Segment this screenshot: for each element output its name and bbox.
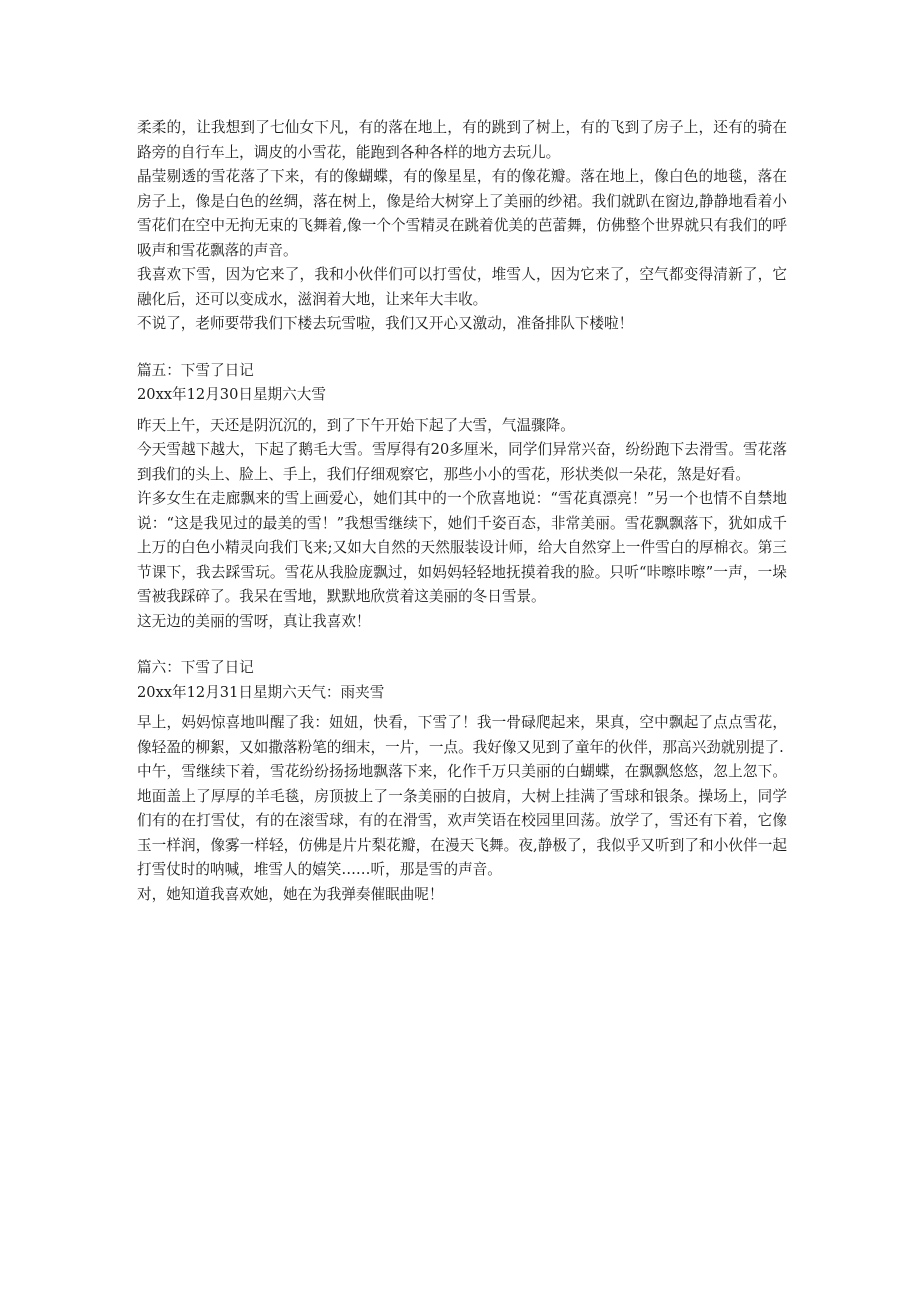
section-6 (137, 656, 787, 907)
section-spacer (137, 634, 787, 656)
section-6-paragraph-3: 对，她知道我喜欢她，她在为我弹奏催眠曲呢！ (137, 885, 444, 903)
section-6-heading: 篇六：下雪了日记 (137, 659, 254, 676)
intro-paragraph-2: 晶莹剔透的雪花落了下来，有的像蝴蝶，有的像星星，有的像花瓣。落在地上，像白色的地毯，落在房子上，像是白色的丝绸，落在树上，像是给大树穿上了美丽的纱裙。我们就趴在窗边,静静地看着小雪花们在空中无拘无束的飞舞着,像一个个雪精灵在跳着优美的芭蕾舞，仿佛整个世界就只有我们的呼吸声和雪花飘落的声音。 (137, 168, 787, 259)
section-5-paragraph-2: 今天雪越下越大，下起了鹅毛大雪。雪厚得有20多厘米，同学们异常兴奋，纷纷跑下去滑雪。雪花落到我们的头上、脸上、手上，我们仔细观察它，那些小小的雪花，形状类似一朵花，煞是好看。 (137, 441, 787, 483)
document-page (137, 116, 787, 907)
section-6-paragraph-1: 早上，妈妈惊喜地叫醒了我：妞妞，快看，下雪了！我一骨碌爬起来，果真，空中飘起了点点雪花，像轻盈的柳絮，又如撒落粉笔的细末，一片，一点。我好像又见到了童年的伙伴，那高兴劲就别提了. (137, 714, 787, 756)
section-5-date: 20xx年12月30日星期六大雪 (137, 386, 326, 403)
section-spacer (137, 337, 787, 359)
section-6-date: 20xx年12月31日星期六天气：雨夹雪 (137, 683, 385, 701)
section-5-heading: 篇五：下雪了日记 (137, 361, 254, 379)
section-5-paragraph-3: 许多女生在走廊飘来的雪上画爱心，她们其中的一个欣喜地说：“雪花真漂亮！”另一个也情不自禁地说：“这是我见过的最美的雪！”我想雪继续下，她们千姿百态，非常美丽。雪花飘飘落下，犹如成千上万的白色小精灵向我们飞来;又如大自然的天然服装设计师，给大自然穿上一件雪白的厚棉衣。第三节课下，我去踩雪玩。雪花从我脸庞飘过，如妈妈轻轻地抚摸着我的脸。只听“咔嚓咔嚓”一声，一垛雪被我踩碎了。我呆在雪地，默默地欣赏着这美丽的冬日雪景。 (137, 490, 787, 605)
section-6-paragraph-2: 中午，雪继续下着，雪花纷纷扬扬地飘落下来，化作千万只美丽的白蝴蝶，在飘飘悠悠，忽上忽下。地面盖上了厚厚的羊毛毯，房顶披上了一条美丽的白披肩，大树上挂满了雪球和银条。操场上，同学们有的在打雪仗，有的在滚雪球，有的在滑雪，欢声笑语在校园里回荡。放学了，雪还有下着，它像玉一样润，像雾一样轻，仿佛是片片梨花瓣，在漫天飞舞。夜,静极了，我似乎又听到了和小伙伴一起打雪仗时的呐喊，堆雪人的嬉笑……听，那是雪的声音。 (137, 763, 787, 878)
intro-paragraph-1: 柔柔的，让我想到了七仙女下凡，有的落在地上，有的跳到了树上，有的飞到了房子上，还有的骑在路旁的自行车上，调皮的小雪花，能跑到各种各样的地方去玩儿。 (137, 119, 787, 161)
intro-paragraph-3: 我喜欢下雪，因为它来了，我和小伙伴们可以打雪仗，堆雪人，因为它来了，空气都变得清新了，它融化后，还可以变成水，滋润着大地，让来年大丰收。 (137, 266, 787, 308)
section-5 (137, 359, 787, 635)
section-5-paragraph-1: 昨天上午，天还是阴沉沉的，到了下午开始下起了大雪，气温骤降。 (137, 416, 575, 434)
intro-paragraph-4: 不说了，老师要带我们下楼去玩雪啦，我们又开心又激动，准备排队下楼啦！ (137, 315, 634, 332)
section-5-paragraph-4: 这无边的美丽的雪呀，真让我喜欢！ (137, 612, 371, 630)
